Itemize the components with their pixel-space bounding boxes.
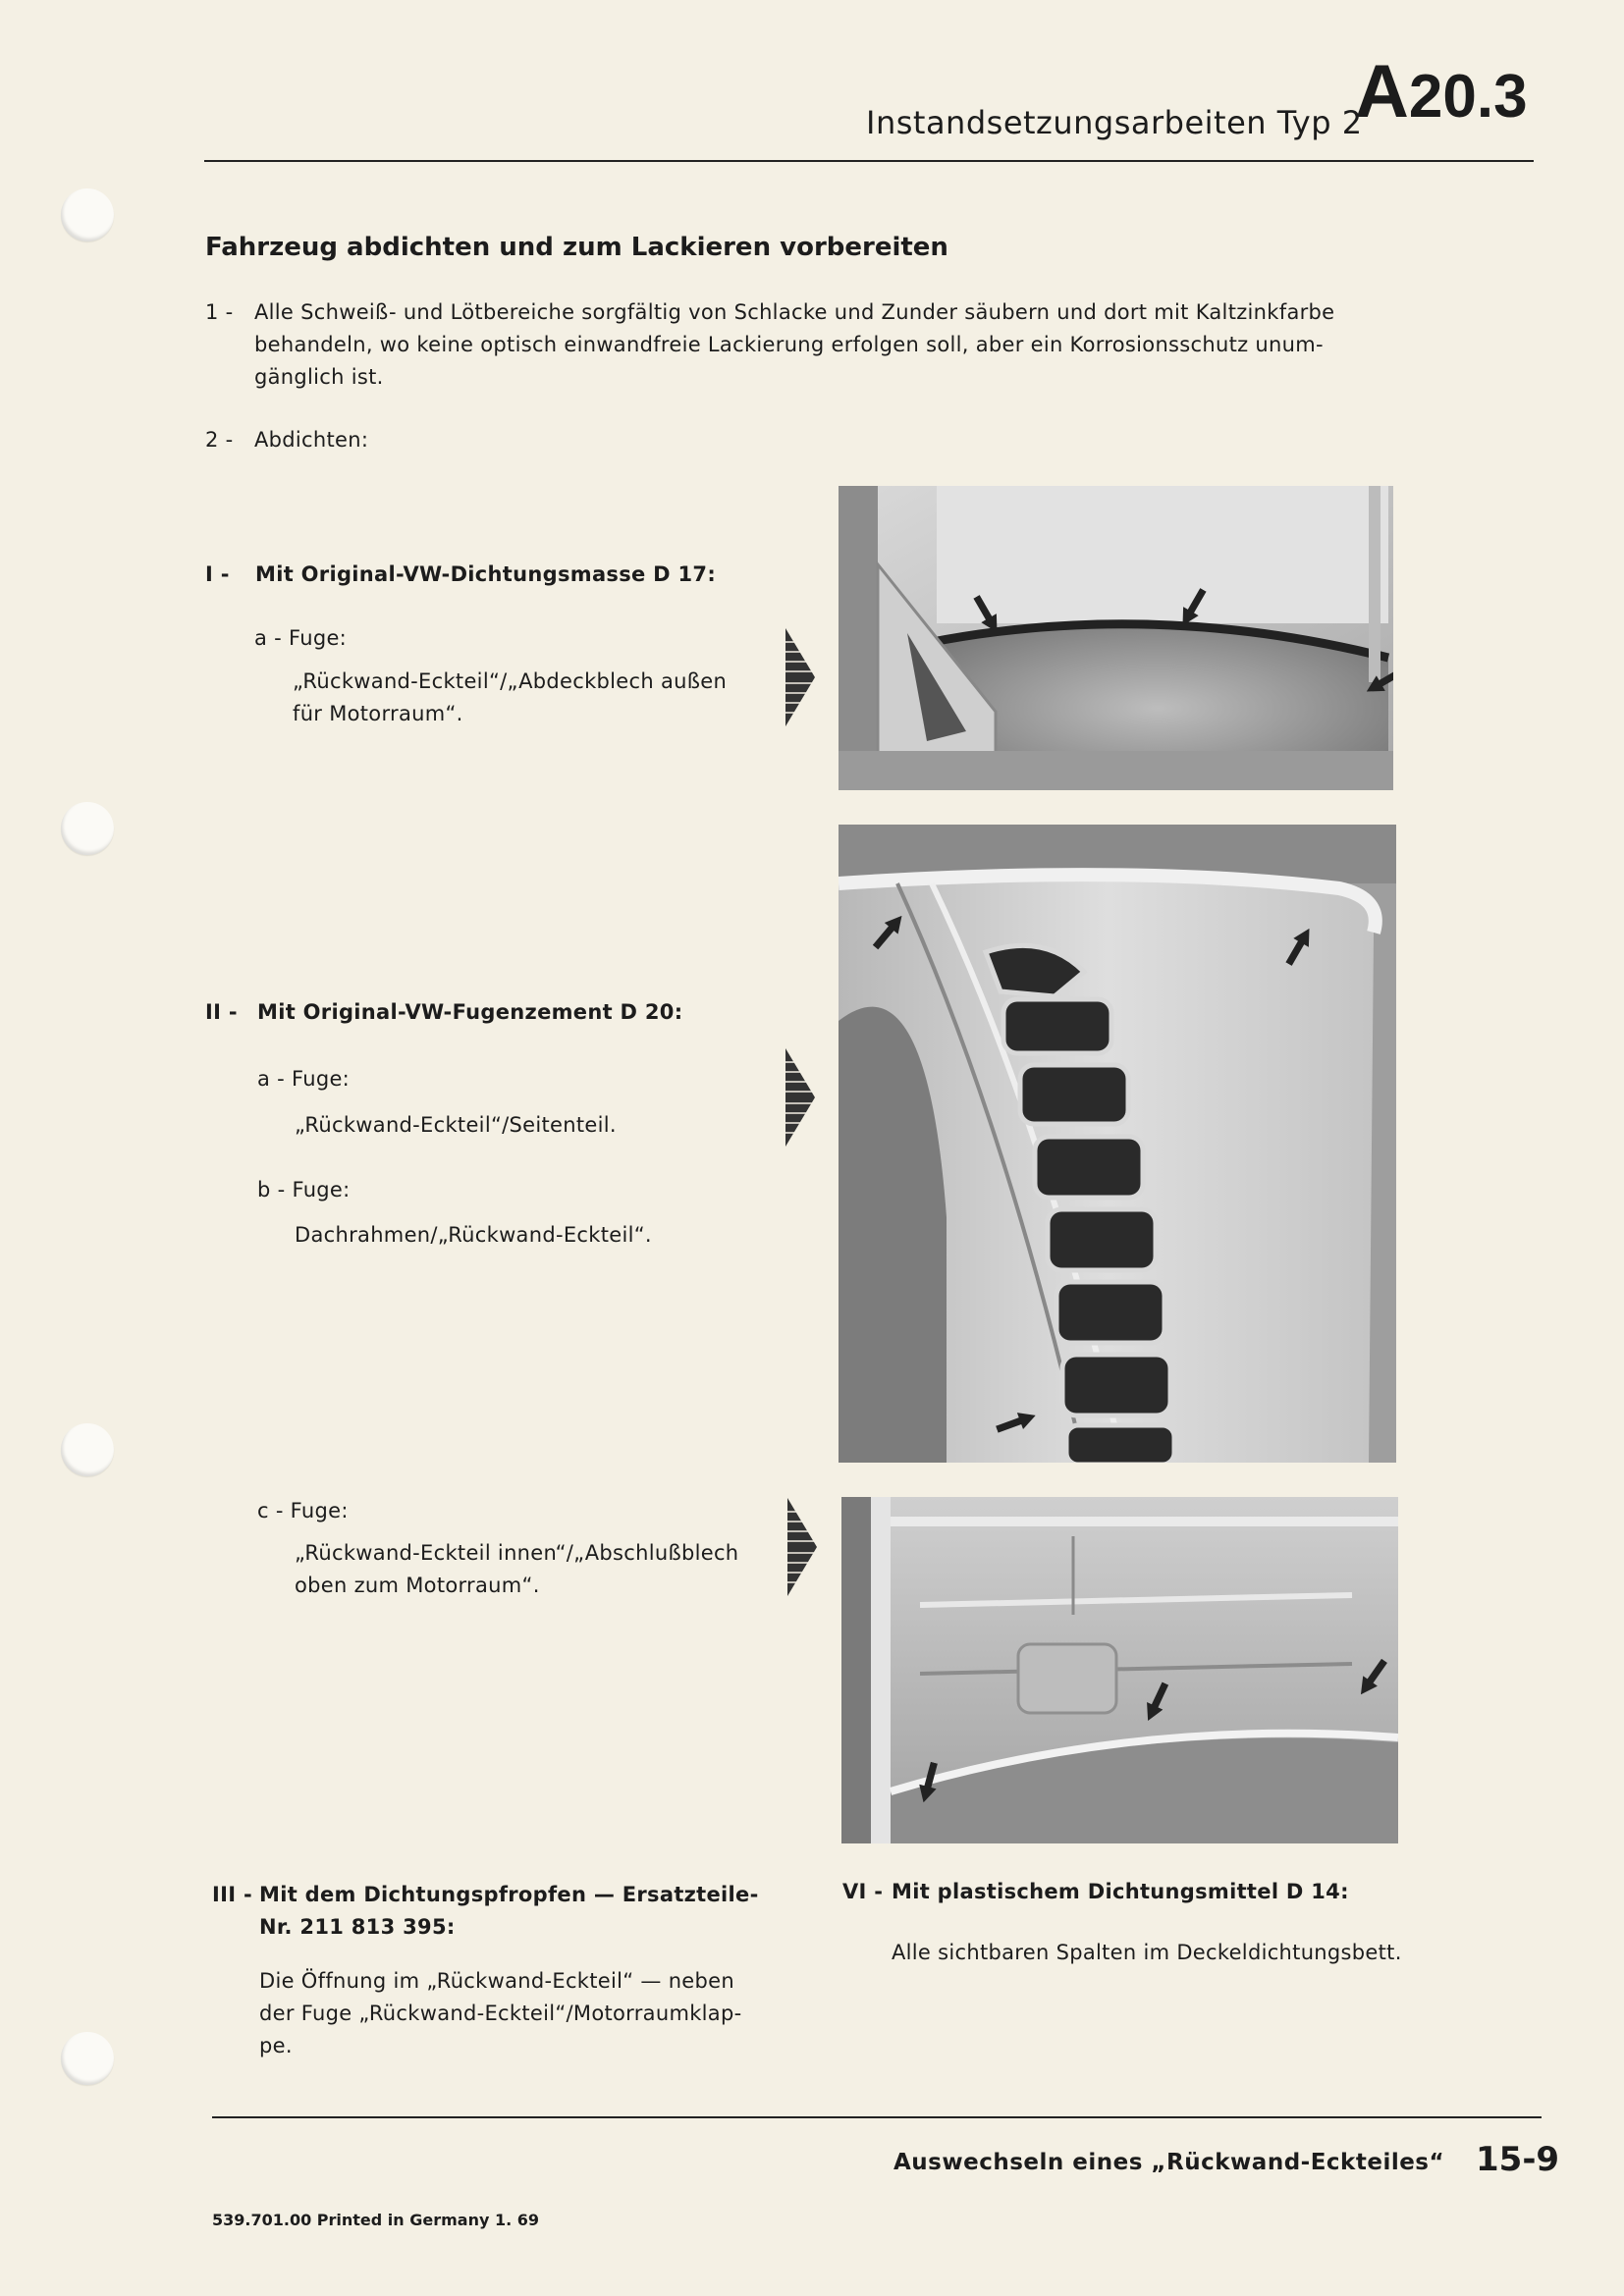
fuge-label: a - Fuge: [257, 1067, 351, 1091]
section-code [1355, 49, 1528, 134]
section-number: VI - [842, 1880, 884, 1903]
punch-hole [61, 188, 114, 241]
page-title: Fahrzeug abdichten und zum Lackieren vorbereiten [205, 233, 948, 262]
text-line: oben zum Motorraum“. [295, 1574, 540, 1597]
text-line: behandeln, wo keine optisch einwandfreie Lackierung erfolgen soll, aber ein Korrosionsschutz unum- [254, 333, 1324, 356]
pointer-arrow-icon [785, 1048, 815, 1147]
section-heading: Mit Original-VW-Dichtungsmasse D 17: [255, 562, 717, 586]
section-title: Instandsetzungsarbeiten Typ 2 [866, 104, 1363, 141]
section-code-letter: A [1355, 50, 1409, 133]
fuge-text [295, 1537, 738, 1602]
fuge-text [293, 666, 727, 730]
chapter-title: Auswechseln eines „Rückwand-Eckteiles“ [893, 2150, 1445, 2175]
text-line: der Fuge „Rückwand-Eckteil“/Motorraumklap- [259, 2002, 742, 2025]
photo-engine-bay-seam [839, 486, 1393, 790]
section-number: II - [205, 1000, 238, 1024]
section-heading: Mit plastischem Dichtungsmittel D 14: [892, 1880, 1349, 1903]
page-number: 15-9 [1476, 2140, 1560, 2179]
step-number: 2 - [205, 428, 234, 452]
section-heading: Mit Original-VW-Fugenzement D 20: [257, 1000, 683, 1024]
punch-hole [61, 2032, 114, 2085]
step2-text: Abdichten: [254, 428, 369, 452]
photo-inner-panel-seam [841, 1497, 1398, 1843]
photo-rear-corner-vents [839, 825, 1396, 1463]
print-note: 539.701.00 Printed in Germany 1. 69 [212, 2211, 540, 2229]
section-text [259, 1965, 789, 2062]
text-line: pe. [259, 2034, 293, 2057]
punch-hole [61, 1423, 114, 1476]
fuge-label: a - Fuge: [254, 626, 348, 650]
text-line: Mit dem Dichtungspfropfen — Ersatzteile- [259, 1883, 759, 1906]
text-line: „Rückwand-Eckteil innen“/„Abschlußblech [295, 1541, 739, 1565]
section-number: I - [205, 562, 230, 586]
section-text: Alle sichtbaren Spalten im Deckeldichtungsbett. [892, 1941, 1402, 1964]
fuge-label: b - Fuge: [257, 1178, 351, 1201]
photo-illustration [839, 825, 1396, 1463]
text-line: für Motorraum“. [293, 702, 463, 725]
punch-hole [61, 802, 114, 855]
fuge-label: c - Fuge: [257, 1499, 349, 1522]
text-line: Alle Schweiß- und Lötbereiche sorgfältig von Schlacke und Zunder säubern und dort mit Kaltzinkfarbe [254, 300, 1335, 324]
header-rule [204, 160, 1534, 162]
pointer-arrow-icon [787, 1498, 817, 1596]
fuge-text: Dachrahmen/„Rückwand-Eckteil“. [295, 1223, 652, 1247]
step1-text [254, 296, 1398, 394]
section-number: III - [212, 1883, 252, 1906]
step-number: 1 - [205, 300, 234, 324]
text-line: „Rückwand-Eckteil“/„Abdeckblech außen [293, 669, 728, 693]
footer-rule [212, 2116, 1542, 2118]
fuge-text: „Rückwand-Eckteil“/Seitenteil. [295, 1113, 617, 1137]
text-line: Die Öffnung im „Rückwand-Eckteil“ — neben [259, 1969, 734, 1993]
text-line: Nr. 211 813 395: [259, 1915, 456, 1939]
pointer-arrow-icon [785, 628, 815, 726]
photo-illustration [839, 486, 1393, 790]
section-code-number: 20.3 [1408, 63, 1528, 131]
text-line: gänglich ist. [254, 365, 384, 389]
section-heading [259, 1879, 789, 1944]
